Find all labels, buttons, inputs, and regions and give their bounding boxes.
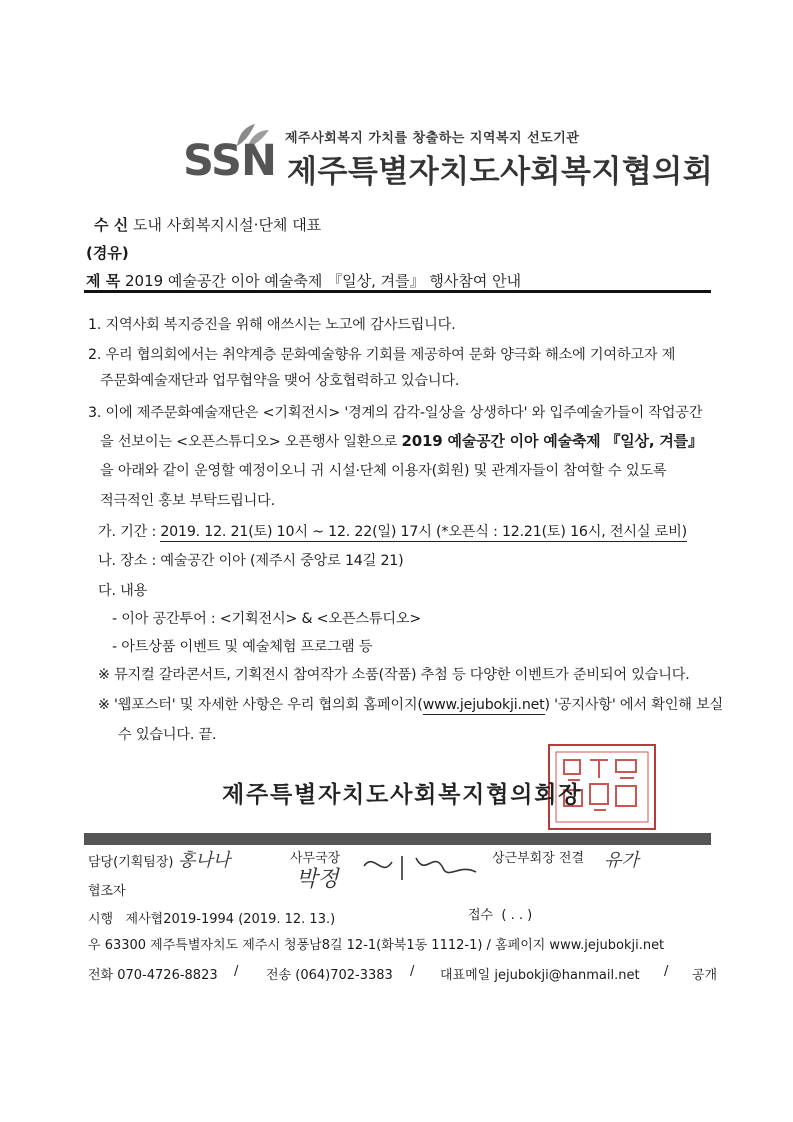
paragraph-1: 1. 지역사회 복지증진을 위해 애쓰시는 노고에 감사드립니다. (88, 317, 456, 333)
enforce-label: 시행 (88, 912, 114, 927)
paragraph-2a: 2. 우리 협의회에서는 취약계층 문화예술향유 기회를 제공하여 문화 양극화 해소에 기여하고자 제 (88, 347, 676, 363)
note-1: ※ 뮤지컬 갈라콘서트, 기획전시 참여작가 소품(작품) 추첨 등 다양한 이벤트가 준비되어 있습니다. (98, 667, 690, 683)
receipt-row (468, 904, 532, 923)
subject-row (86, 270, 521, 291)
content-item-2: - 아트상품 이벤트 및 예술체험 프로그램 등 (112, 639, 373, 655)
receipt-label: 접수 (468, 908, 494, 923)
item-period-value: 2019. 12. 21(토) 10시 ~ 12. 22(일) 17시 (*오픈식 : 12.21(토) 16시, 전시실 로비) (160, 524, 688, 540)
note-2a (98, 694, 723, 714)
note-2a-text: ※ '웹포스터' 및 자세한 사항은 우리 협의회 홈페이지( (98, 697, 423, 713)
address: 우 63300 제주특별자치도 제주시 청풍남8길 12-1(화북1동 1112-1) / 홈페이지 www.jejubokji.net (88, 938, 665, 953)
staff-label: 담당(기획팀장) (88, 855, 174, 870)
paragraph-3c: 을 아래와 같이 운영할 예정이오니 귀 시설·단체 이용자(회원) 및 관계자들이 참여할 수 있도록 (100, 463, 667, 479)
separator-2: / (410, 964, 415, 979)
secretary-signature: 박정 (296, 867, 339, 892)
note-2b: 수 있습니다. 끝. (118, 727, 217, 743)
phone: 전화 070-4726-8823 (88, 968, 218, 983)
item-period-label: 가. 기간 : (98, 524, 161, 540)
enforce-row (88, 908, 335, 927)
secretary-signature-stroke (360, 848, 480, 884)
paragraph-3b (100, 430, 703, 451)
slogan: 제주사회복지 가치를 창출하는 지역복지 선도기관 (285, 131, 580, 146)
subject-value: 2019 예술공간 이아 예술축제 『일상, 겨를』 행사참여 안내 (124, 272, 522, 290)
content-item-1: - 이아 공간투어 : <기획전시> & <오픈스튜디오> (112, 611, 422, 627)
sender-name: 제주특별자치도사회복지협의회장 (222, 782, 583, 808)
vice-signature: 유가 (604, 850, 639, 871)
fax: 전송 (064)702-3383 (266, 968, 393, 983)
item-content: 다. 내용 (98, 583, 148, 599)
subject-label: 제 목 (86, 272, 121, 290)
note-2a-tail: ) '공지사항' 에서 확인해 보실 (544, 697, 724, 713)
paragraph-2b: 주문화예술재단과 업무협약을 맺어 상호협력하고 있습니다. (100, 373, 460, 389)
secretary-label: 사무국장 (290, 851, 341, 866)
paragraph-3d: 적극적인 홍보 부탁드립니다. (100, 493, 275, 509)
vice-label: 상근부회장 전결 (492, 851, 585, 866)
paragraph-3b-text: 을 선보이는 <오픈스튜디오> 오픈행사 일환으로 (100, 434, 402, 450)
to-row (94, 214, 321, 235)
org-name: 제주특별자치도사회복지협의회 (287, 154, 714, 190)
festival-title: 2019 예술공간 이아 예술축제 『일상, 겨를』 (401, 432, 703, 450)
paragraph-3a: 3. 이에 제주문화예술재단은 <기획전시> '경계의 감각-일상을 상생하다' 와 입주예술가들이 작업공간 (88, 405, 703, 421)
logo-text: SSN (183, 136, 276, 186)
disclosure: 공개 (692, 968, 718, 983)
header-divider (84, 290, 711, 293)
separator-1: / (234, 964, 239, 979)
receipt-value: ( . . ) (501, 908, 533, 923)
to-value: 도내 사회복지시설·단체 대표 (132, 216, 322, 234)
email: 대표메일 jejubokji@hanmail.net (440, 968, 640, 983)
item-place-label: 나. 장소 : (98, 553, 161, 569)
staff-signature: 홍나나 (178, 850, 231, 871)
item-period (98, 521, 687, 541)
via-label: (경유) (86, 244, 129, 262)
item-place-value: 예술공간 이아 (제주시 중앙로 14길 21) (160, 553, 404, 569)
coop-label: 협조자 (88, 884, 126, 899)
to-label: 수 신 (94, 216, 129, 234)
item-place (98, 550, 403, 570)
footer-bar (84, 833, 711, 845)
homepage-link[interactable]: www.jejubokji.net (422, 697, 545, 713)
ssn-logo (183, 122, 283, 186)
enforce-value: 제사협2019-1994 (2019. 12. 13.) (125, 912, 336, 927)
separator-3: / (664, 964, 669, 979)
